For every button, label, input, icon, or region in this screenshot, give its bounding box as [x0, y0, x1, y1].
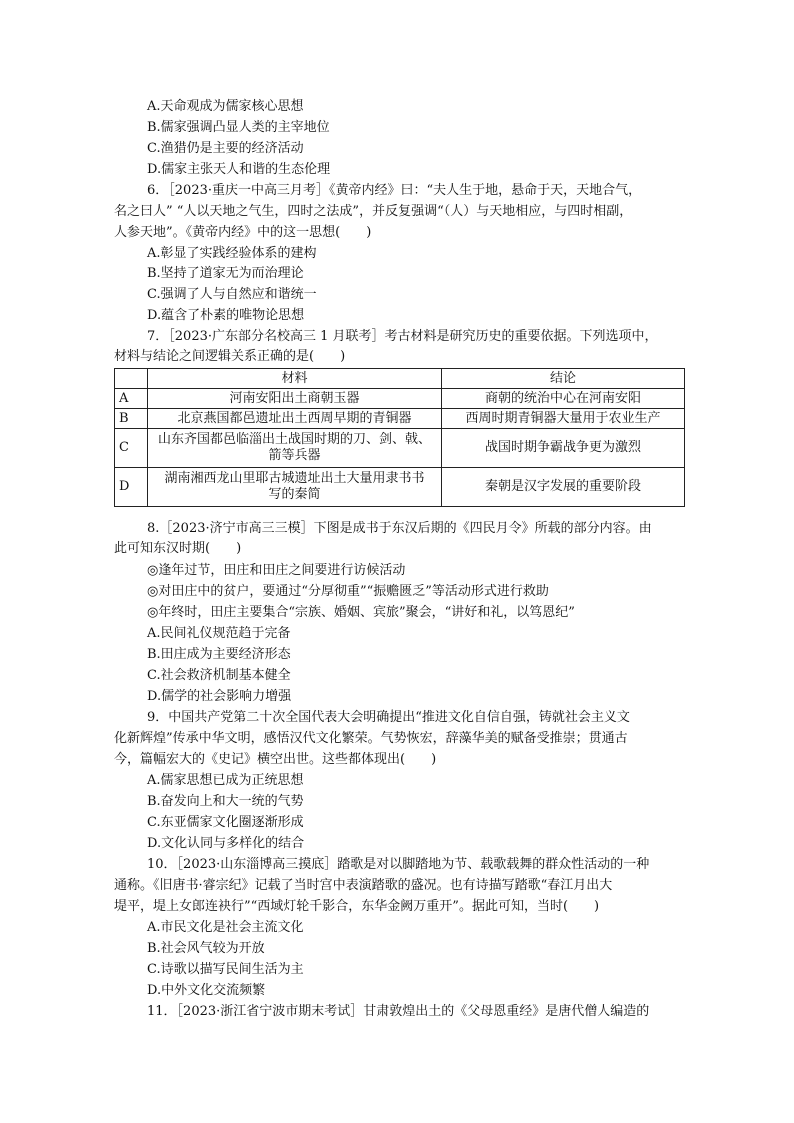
table-row[interactable]: [115, 429, 685, 468]
row-key: C: [115, 429, 148, 468]
row-material: [148, 468, 442, 507]
q9-stem-line1: 9．中国共产党第二十次全国代表大会明确提出“推进文化自信自强，铸就社会主义文: [147, 710, 630, 725]
q8-option-a[interactable]: A.民间礼仪规范趋于完备: [147, 626, 291, 641]
row-key: B: [115, 409, 148, 429]
q8-item-3: ◎年终时，田庄主要集合“宗族、婚姻、宾旅”聚会，“讲好和礼，以笃恩纪”: [147, 605, 575, 620]
q6-stem-line1: 6．［2023·重庆一中高三月考］《黄帝内经》曰：“夫人生于地，悬命于天，天地合气，: [147, 183, 642, 198]
q7-stem-line1: 7．［2023·广东部分名校高三 1 月联考］考古材料是研究历史的重要依据。下列选项中，: [147, 329, 658, 344]
q5-option-a[interactable]: A.天命观成为儒家核心思想: [147, 99, 304, 114]
q5-option-b[interactable]: B.儒家强调凸显人类的主宰地位: [147, 120, 330, 135]
q10-option-d[interactable]: D.中外文化交流频繁: [147, 983, 266, 998]
q9-option-a[interactable]: A.儒家思想已成为正统思想: [147, 773, 304, 788]
q6-option-d[interactable]: D.蕴含了朴素的唯物论思想: [147, 308, 305, 323]
q9-stem-line3: 今，篇幅宏大的《史记》横空出世。这些都体现出( ): [114, 752, 437, 767]
q6-option-a[interactable]: A.彰显了实践经验体系的建构: [147, 246, 317, 261]
q7-stem-line2: 材料与结论之间逻辑关系正确的是( ): [114, 349, 346, 364]
q5-option-c[interactable]: C.渔猎仍是主要的经济活动: [147, 141, 304, 156]
row-key: A: [115, 389, 148, 409]
table-row[interactable]: [115, 389, 685, 409]
q5-option-d[interactable]: D.儒家主张天人和谐的生态伦理: [147, 162, 331, 177]
table-header-key: [115, 369, 148, 389]
table-row[interactable]: [115, 409, 685, 429]
row-material: 河南安阳出土商朝玉器: [148, 389, 442, 409]
q6-stem-line3: 人参天地”。《黄帝内经》中的这一思想( ): [114, 225, 372, 240]
row-material-line: 湖南湘西龙山里耶古城遗址出土大量用隶书书: [164, 471, 425, 486]
row-key: D: [115, 468, 148, 507]
q8-stem-line2: 此可知东汉时期( ): [114, 541, 242, 556]
table-header-material: 材料: [148, 369, 442, 389]
row-conclusion: 商朝的统治中心在河南安阳: [442, 389, 685, 409]
q10-stem-line1: 10．［2023·山东淄博高三摸底］踏歌是对以脚踏地为节、载歌载舞的群众性活动的一种: [147, 857, 650, 872]
q10-option-b[interactable]: B.社会风气较为开放: [147, 941, 265, 956]
row-conclusion: 秦朝是汉字发展的重要阶段: [442, 468, 685, 507]
q8-option-c[interactable]: C.社会救济机制基本健全: [147, 668, 291, 683]
table-header-row: [115, 369, 685, 389]
q10-stem-line3: 堤平，堤上女郎连袂行”“西域灯轮千影合，东华金阙万重开”。据此可知，当时( ): [114, 899, 600, 914]
q7-table: [114, 368, 685, 507]
row-material-line: 山东齐国都邑临淄出土战国时期的刀、剑、戟、: [157, 432, 431, 447]
q6-stem-line2: 名之曰人” “人以天地之气生，四时之法成”，并反复强调“（人）与天地相应，与四时相副，: [114, 204, 633, 219]
q8-stem-line1: 8.［2023·济宁市高三三模］下图是成书于东汉后期的《四民月令》所载的部分内容。由: [147, 521, 652, 536]
q9-stem-line2: 化新辉煌”传承中华文明，感悟汉代文化繁荣。气势恢宏，辞藻华美的赋备受推崇；贯通古: [114, 731, 628, 746]
q11-stem-line1: 11．［2023·浙江省宁波市期末考试］甘肃敦煌出土的《父母恩重经》是唐代僧人编造的: [147, 1004, 650, 1019]
row-material-line: 箭等兵器: [268, 448, 321, 463]
table-header-conclusion: 结论: [442, 369, 685, 389]
q6-option-b[interactable]: B.坚持了道家无为而治理论: [147, 266, 304, 281]
row-material: [148, 429, 442, 468]
q6-option-c[interactable]: C.强调了人与自然应和谐统一: [147, 287, 317, 302]
q8-item-2: ◎对田庄中的贫户，要通过“分厚彻重”“振赡匮乏”等活动形式进行救助: [147, 584, 549, 599]
q8-option-d[interactable]: D.儒学的社会影响力增强: [147, 689, 292, 704]
q10-stem-line2: 通称。《旧唐书·睿宗纪》记载了当时宫中表演踏歌的盛况。也有诗描写踏歌“春江月出大: [114, 878, 613, 893]
q9-option-b[interactable]: B.奋发向上和大一统的气势: [147, 794, 304, 809]
row-conclusion: 战国时期争霸战争更为激烈: [442, 429, 685, 468]
q9-option-c[interactable]: C.东亚儒家文化圈逐渐形成: [147, 815, 304, 830]
table-row[interactable]: [115, 468, 685, 507]
q9-option-d[interactable]: D.文化认同与多样化的结合: [147, 836, 305, 851]
row-material-line: 写的秦简: [268, 487, 321, 502]
row-material: 北京燕国都邑遗址出土西周早期的青铜器: [148, 409, 442, 429]
q8-option-b[interactable]: B.田庄成为主要经济形态: [147, 647, 291, 662]
q10-option-a[interactable]: A.市民文化是社会主流文化: [147, 920, 304, 935]
row-conclusion: 西周时期青铜器大量用于农业生产: [442, 409, 685, 429]
q10-option-c[interactable]: C.诗歌以描写民间生活为主: [147, 962, 304, 977]
q8-item-1: ◎逢年过节，田庄和田庄之间要进行访候活动: [147, 563, 406, 578]
